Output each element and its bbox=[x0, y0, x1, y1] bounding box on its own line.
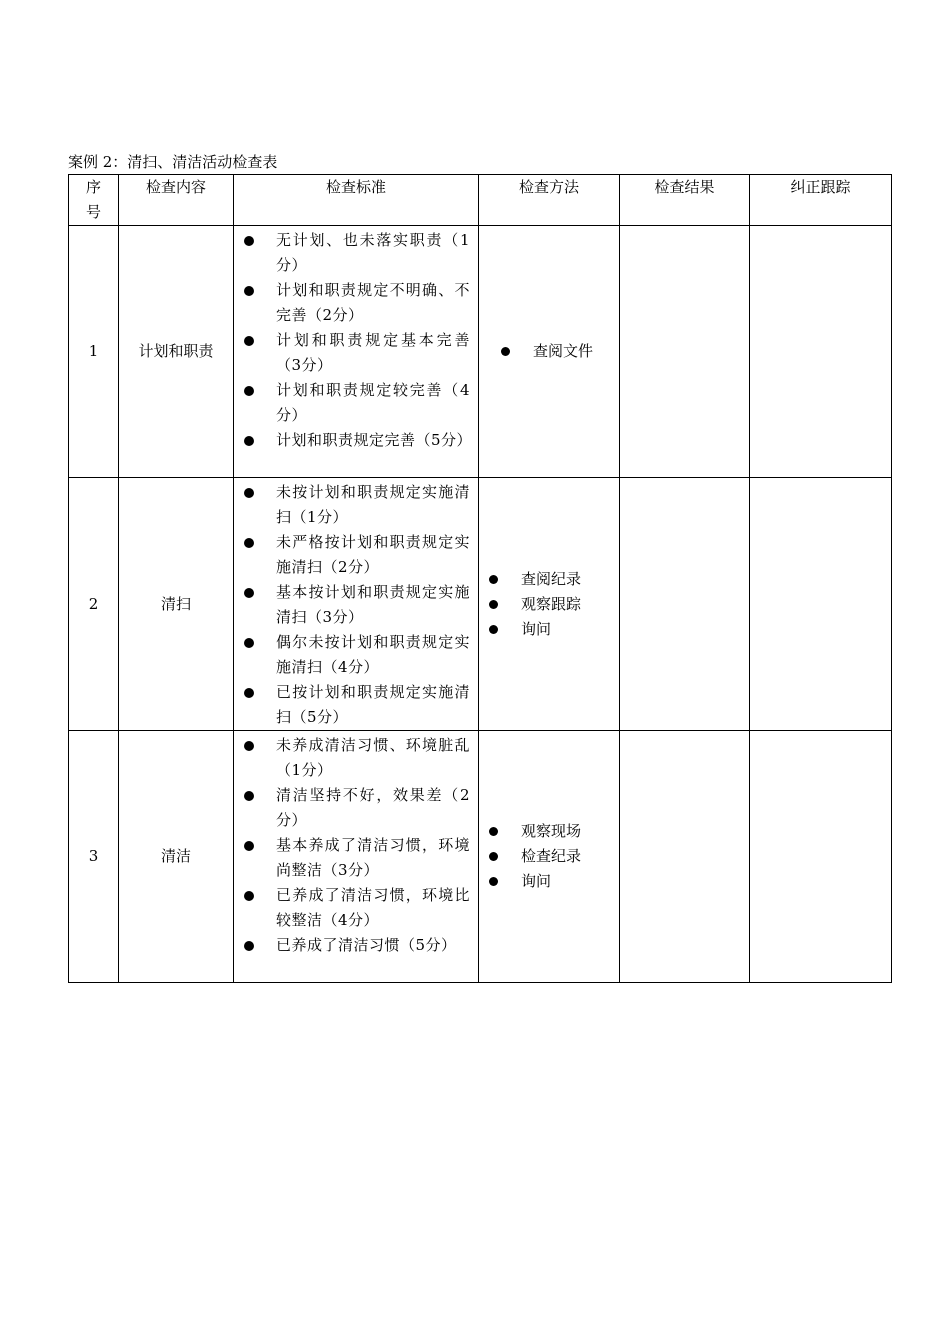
row-methods bbox=[479, 478, 620, 731]
standard-item: 计划和职责规定基本完善（3分） bbox=[234, 328, 478, 378]
table-row bbox=[69, 226, 892, 478]
inspection-table bbox=[68, 174, 892, 983]
row-content: 清洁 bbox=[119, 731, 234, 983]
standard-item: 计划和职责规定较完善（4分） bbox=[234, 378, 478, 428]
standard-item: 已按计划和职责规定实施清扫（5分） bbox=[234, 680, 478, 730]
standard-item: 未按计划和职责规定实施清扫（1分） bbox=[234, 480, 478, 530]
method-item: 询问 bbox=[479, 869, 619, 894]
method-item: 检查纪录 bbox=[479, 844, 619, 869]
row-track[interactable] bbox=[750, 478, 892, 731]
header-standard: 检查标准 bbox=[234, 175, 479, 226]
method-item: 观察跟踪 bbox=[479, 592, 619, 617]
standard-item: 偶尔未按计划和职责规定实施清扫（4分） bbox=[234, 630, 478, 680]
method-item: 查阅文件 bbox=[479, 339, 619, 364]
header-method: 检查方法 bbox=[479, 175, 620, 226]
header-track: 纠正跟踪 bbox=[750, 175, 892, 226]
standard-item: 已养成了清洁习惯（5分） bbox=[234, 933, 478, 958]
row-standards bbox=[234, 731, 479, 983]
row-track[interactable] bbox=[750, 226, 892, 478]
row-track[interactable] bbox=[750, 731, 892, 983]
row-content: 清扫 bbox=[119, 478, 234, 731]
standard-item: 计划和职责规定不明确、不完善（2分） bbox=[234, 278, 478, 328]
standard-item: 基本按计划和职责规定实施清扫（3分） bbox=[234, 580, 478, 630]
document-title: 案例 2：清扫、清洁活动检查表 bbox=[68, 153, 278, 171]
standard-item: 未严格按计划和职责规定实施清扫（2分） bbox=[234, 530, 478, 580]
row-result[interactable] bbox=[620, 731, 750, 983]
standard-item: 基本养成了清洁习惯，环境尚整洁（3分） bbox=[234, 833, 478, 883]
header-no-label: 序号 bbox=[85, 178, 101, 221]
method-item: 观察现场 bbox=[479, 819, 619, 844]
header-result: 检查结果 bbox=[620, 175, 750, 226]
row-no: 2 bbox=[69, 478, 119, 731]
standard-item: 无计划、也未落实职责（1分） bbox=[234, 228, 478, 278]
row-content: 计划和职责 bbox=[119, 226, 234, 478]
standard-item: 未养成清洁习惯、环境脏乱（1分） bbox=[234, 733, 478, 783]
header-content: 检查内容 bbox=[119, 175, 234, 226]
standard-item: 已养成了清洁习惯，环境比较整洁（4分） bbox=[234, 883, 478, 933]
table-header-row bbox=[69, 175, 892, 226]
row-result[interactable] bbox=[620, 226, 750, 478]
row-standards bbox=[234, 226, 479, 478]
row-no: 3 bbox=[69, 731, 119, 983]
standard-item: 清洁坚持不好，效果差（2分） bbox=[234, 783, 478, 833]
standard-item: 计划和职责规定完善（5分） bbox=[234, 428, 478, 453]
row-no: 1 bbox=[69, 226, 119, 478]
method-item: 查阅纪录 bbox=[479, 567, 619, 592]
table-row bbox=[69, 478, 892, 731]
table-row bbox=[69, 731, 892, 983]
row-methods bbox=[479, 731, 620, 983]
row-result[interactable] bbox=[620, 478, 750, 731]
row-methods bbox=[479, 226, 620, 478]
method-item: 询问 bbox=[479, 617, 619, 642]
header-no bbox=[69, 175, 119, 226]
row-standards bbox=[234, 478, 479, 731]
